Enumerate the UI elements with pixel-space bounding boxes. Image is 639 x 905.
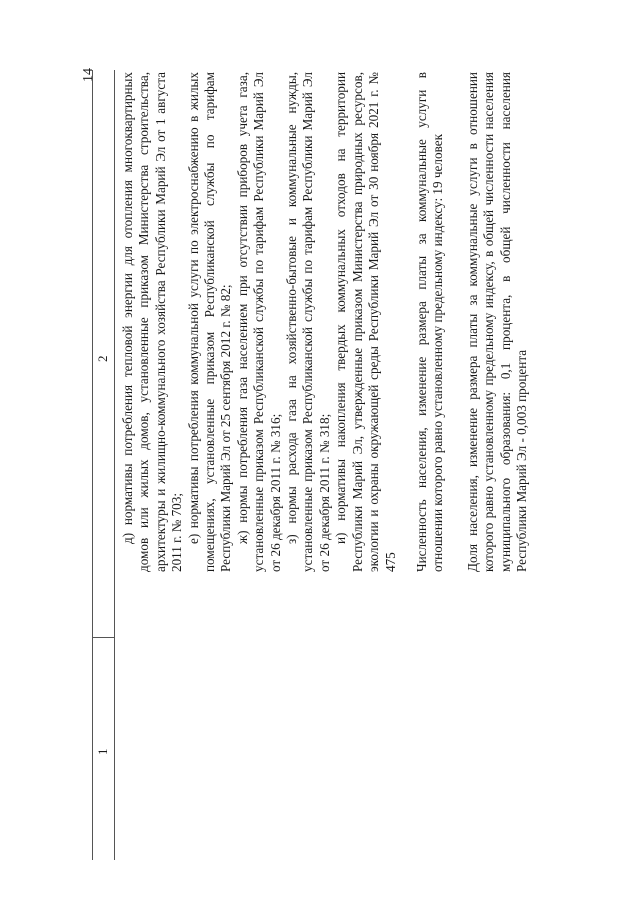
rotated-document-body xyxy=(92,70,587,860)
column-2-header: 2 xyxy=(95,355,110,362)
normative-item-i: и) нормативы накопления твердых коммунальных отходов на территории Республики Марий Эл, утвержденные приказом Министерства природных ресурсов, экологии и охраны окружающей среды Республики Марий Эл от 30 ноября 2021 г. № 475 xyxy=(333,72,398,572)
table-column-divider xyxy=(92,637,114,638)
normative-item-zh: ж) нормы потребления газа населением при отсутствии приборов учета газа, установленные приказом Республиканской службы по тарифам Республики Марий Эл от 26 декабря 2011 г. № 316; xyxy=(234,72,283,572)
page-number: 14 xyxy=(81,68,96,82)
normative-item-z: з) нормы расхода газа на хозяйственно-бытовые и коммунальные нужды, установленные приказом Республиканской службы по тарифам Республики Марий Эл от 26 декабря 2011 г. № 318; xyxy=(284,72,332,572)
population-share-section: Доля населения, изменение размера платы за коммунальные услуги в отношении которого равно установленному предельному индексу, в общей численности населения муниципального образования: 0,1 процента, в общей численности населения Республики Марий Эл - 0,003 процента xyxy=(464,72,529,572)
normative-item-e: е) нормативы потребления коммунальной услуги по электроснабжению в жилых помещениях, установленные приказом Республиканской службы по тарифам Республики Марий Эл от 25 сентября 2012 г. № 82; xyxy=(185,72,234,572)
population-count-section: Численность населения, изменение размера платы за коммунальные услуги в отношении которого равно установленному предельному индексу: 19 человек xyxy=(413,72,446,572)
table-cell-content xyxy=(120,72,530,572)
column-1-header: 1 xyxy=(95,748,110,755)
table-header-border xyxy=(114,70,115,860)
normative-item-d: д) нормативы потребления тепловой энергии для отопления многоквартирных домов или жилых домов, установленные приказом Министерства строительства, архитектуры и жилищно-коммунального хозяйства Республики Марий Эл от 1 августа 2011 г. № 703; xyxy=(120,72,185,572)
table-top-border xyxy=(92,70,93,860)
